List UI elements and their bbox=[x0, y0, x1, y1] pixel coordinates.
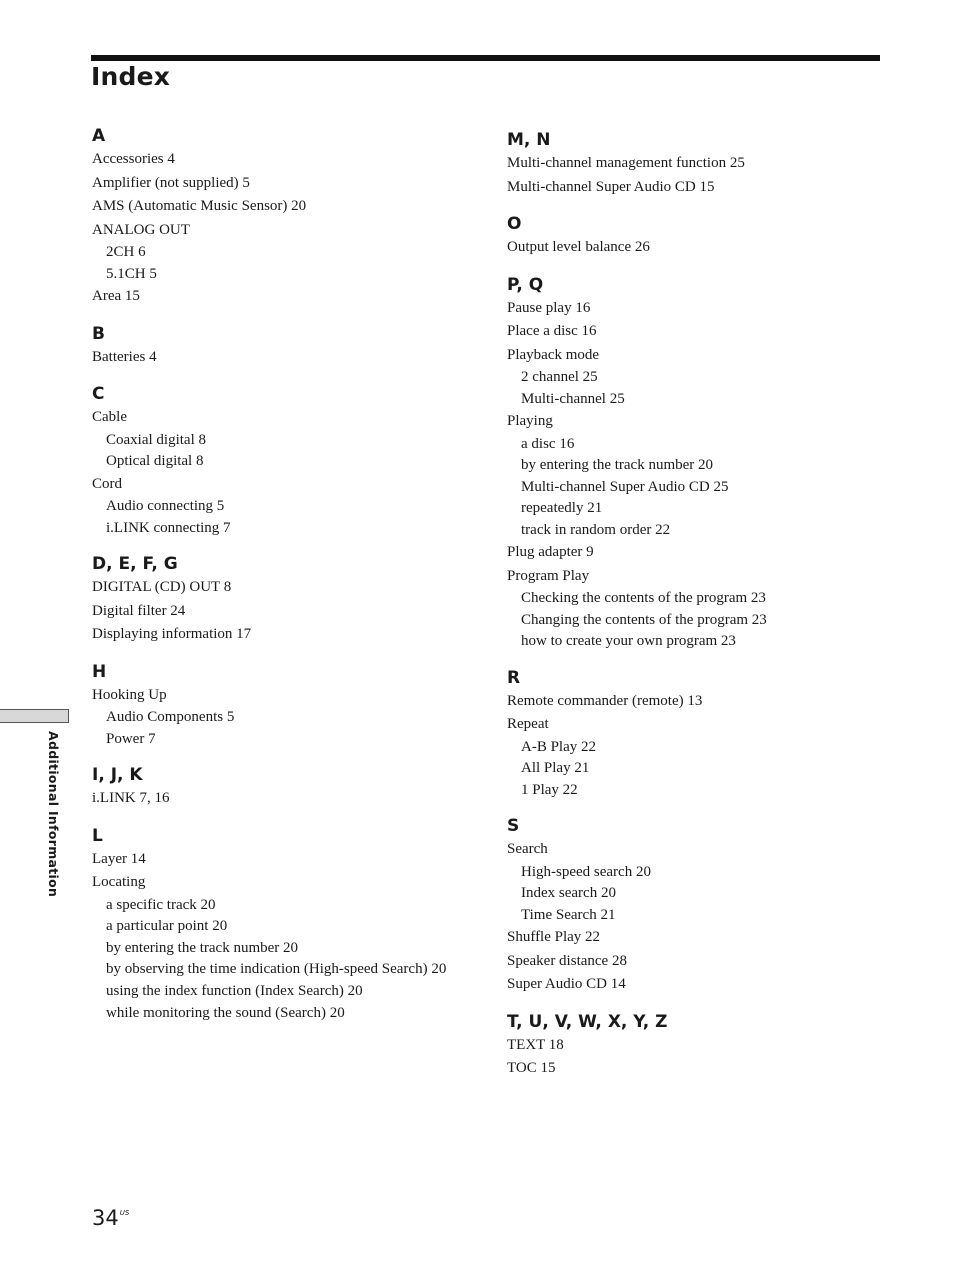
index-subentry: by entering the track number 20 bbox=[106, 939, 299, 956]
page-title: Index bbox=[91, 62, 171, 91]
page-number-value: 34 bbox=[92, 1206, 119, 1230]
index-section-heading: I, J, K bbox=[92, 765, 143, 785]
index-section-heading: M, N bbox=[507, 130, 551, 150]
index-column-left bbox=[92, 124, 472, 1024]
index-subentry: how to create your own program 23 bbox=[521, 633, 736, 649]
index-entry: Speaker distance 28 bbox=[507, 952, 627, 969]
index-subentry: Time Search 21 bbox=[521, 906, 616, 923]
index-subentry: by entering the track number 20 bbox=[521, 457, 714, 473]
index-section-heading: T, U, V, W, X, Y, Z bbox=[507, 1011, 668, 1032]
index-section-heading: L bbox=[92, 825, 103, 846]
index-subentry: 1 Play 22 bbox=[521, 781, 578, 798]
index-entry: DIGITAL (CD) OUT 8 bbox=[92, 579, 232, 595]
index-entry: Multi-channel Super Audio CD 15 bbox=[507, 178, 715, 195]
index-section-heading: B bbox=[92, 323, 105, 344]
index-entry: i.LINK 7, 16 bbox=[92, 790, 170, 806]
index-entry: Batteries 4 bbox=[92, 348, 157, 365]
index-entry: Remote commander (remote) 13 bbox=[507, 692, 703, 709]
title-rule bbox=[91, 55, 880, 61]
index-subentry: i.LINK connecting 7 bbox=[106, 519, 231, 536]
index-entry: TOC 15 bbox=[507, 1060, 556, 1076]
index-entry: Program Play bbox=[507, 567, 590, 584]
index-section-heading: A bbox=[92, 126, 106, 146]
index-subentry: Audio Components 5 bbox=[106, 709, 235, 725]
index-entry: Amplifier (not supplied) 5 bbox=[92, 174, 250, 191]
index-entry: Multi-channel management function 25 bbox=[507, 155, 745, 171]
index-entry: Plug adapter 9 bbox=[507, 544, 594, 560]
index-subentry: Index search 20 bbox=[521, 885, 616, 901]
index-entry: Area 15 bbox=[92, 288, 140, 304]
index-entry: Displaying information 17 bbox=[92, 626, 252, 642]
index-entry: Repeat bbox=[507, 716, 549, 732]
index-entry: Digital filter 24 bbox=[92, 602, 186, 619]
index-entry: Hooking Up bbox=[92, 686, 167, 703]
index-section-heading: P, Q bbox=[507, 274, 544, 295]
index-entry: Locating bbox=[92, 874, 146, 890]
index-entry: Cord bbox=[92, 475, 122, 492]
index-entry: Layer 14 bbox=[92, 850, 146, 867]
page-number-suffix: US bbox=[119, 1209, 130, 1217]
index-subentry: All Play 21 bbox=[521, 760, 590, 776]
index-column-right bbox=[507, 128, 887, 1081]
index-entry: Shuffle Play 22 bbox=[507, 929, 601, 945]
index-subentry: Multi-channel 25 bbox=[521, 390, 625, 407]
index-subentry: 2 channel 25 bbox=[521, 369, 598, 385]
index-entry: Accessories 4 bbox=[92, 151, 175, 167]
index-subentry: track in random order 22 bbox=[521, 521, 671, 538]
index-subentry: Coaxial digital 8 bbox=[106, 431, 206, 448]
index-subentry: while monitoring the sound (Search) 20 bbox=[106, 1004, 345, 1021]
page-number bbox=[92, 1206, 129, 1230]
index-subentry: 2CH 6 bbox=[106, 244, 146, 260]
index-section-heading: D, E, F, G bbox=[92, 554, 178, 574]
section-tab-marker bbox=[0, 709, 69, 723]
index-subentry: Optical digital 8 bbox=[106, 453, 204, 469]
index-entry: TEXT 18 bbox=[507, 1036, 564, 1053]
index-section-heading: R bbox=[507, 667, 521, 688]
index-entry: Playing bbox=[507, 413, 553, 429]
index-subentry: Audio connecting 5 bbox=[106, 498, 225, 514]
index-subentry: 5.1CH 5 bbox=[106, 265, 157, 282]
index-subentry: Checking the contents of the program 23 bbox=[521, 590, 766, 606]
index-entry: Pause play 16 bbox=[507, 299, 591, 316]
index-subentry: High-speed search 20 bbox=[521, 863, 651, 880]
index-subentry: a specific track 20 bbox=[106, 896, 216, 913]
index-subentry: Multi-channel Super Audio CD 25 bbox=[521, 478, 729, 495]
index-subentry: Power 7 bbox=[106, 730, 156, 747]
index-entry: Cable bbox=[92, 409, 127, 425]
index-subentry: repeatedly 21 bbox=[521, 500, 603, 516]
index-subentry: Changing the contents of the program 23 bbox=[521, 611, 767, 628]
index-section-heading: O bbox=[507, 214, 522, 234]
index-entry: Output level balance 26 bbox=[507, 239, 650, 255]
index-subentry: A-B Play 22 bbox=[521, 738, 596, 755]
index-entry: AMS (Automatic Music Sensor) 20 bbox=[92, 198, 307, 214]
index-section-heading: S bbox=[507, 816, 520, 836]
index-entry: Search bbox=[507, 841, 548, 857]
index-subentry: a particular point 20 bbox=[106, 918, 228, 934]
index-entry: Place a disc 16 bbox=[507, 323, 597, 339]
index-subentry: a disc 16 bbox=[521, 435, 575, 452]
index-entry: Super Audio CD 14 bbox=[507, 976, 626, 992]
section-side-label: Additional Information bbox=[46, 731, 61, 898]
index-entry: ANALOG OUT bbox=[92, 221, 190, 238]
index-section-heading: C bbox=[92, 384, 105, 404]
index-subentry: by observing the time indication (High-speed Search) 20 bbox=[106, 961, 447, 977]
index-subentry: using the index function (Index Search) 20 bbox=[106, 983, 363, 999]
index-section-heading: H bbox=[92, 661, 107, 682]
index-entry: Playback mode bbox=[507, 346, 600, 363]
